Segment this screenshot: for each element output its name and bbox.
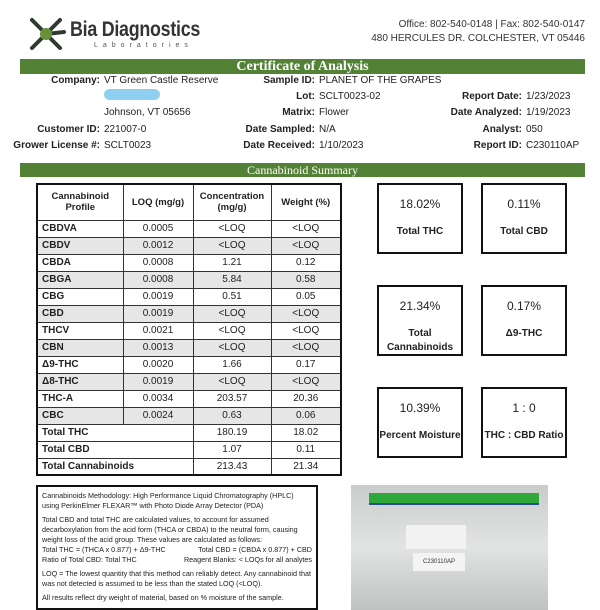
cell-value: 0.0012: [123, 237, 193, 254]
cell-value: 0.06: [271, 407, 341, 424]
cell-value: <LOQ: [271, 220, 341, 237]
cell-value: 0.0008: [123, 254, 193, 271]
grower-license-value: SCLT0023: [104, 140, 152, 151]
cell-value: 0.0008: [123, 271, 193, 288]
report-date-label: Report Date:: [461, 91, 522, 102]
company-label: Company:: [51, 75, 100, 86]
company-value: VT Green Castle Reserve: [104, 75, 219, 86]
cannabinoid-summary-title: Cannabinoid Summary: [20, 163, 585, 177]
total-weight: 21.34: [271, 458, 341, 475]
cell-value: <LOQ: [271, 322, 341, 339]
cell-value: 0.58: [271, 271, 341, 288]
cell-value: 0.0019: [123, 288, 193, 305]
summary-value: 0.11%: [507, 197, 541, 211]
methodology-notes: [36, 485, 318, 610]
table-row: [37, 288, 341, 305]
column-header: LOQ (mg/g): [123, 184, 193, 220]
cbd-formula: Total CBD = (CBDA x 0.877) + CBD: [198, 545, 312, 554]
lot-label: Lot:: [296, 91, 315, 102]
report-id-value: C230110AP: [526, 140, 580, 151]
cell-value: 0.05: [271, 288, 341, 305]
contact-phone: Office: 802-540-0148 | Fax: 802-540-0147: [398, 19, 585, 30]
bag-zipper: [369, 493, 539, 505]
date-received-value: 1/10/2023: [319, 140, 364, 151]
cell-value: 0.0019: [123, 373, 193, 390]
summary-label: Total CBD: [500, 226, 548, 237]
calculation-text: Total CBD and total THC are calculated values, to account for assumed decarboxylation from the acid form (THCA or CBDA) to the neutral form, causing weight loss of the acid group. These values are calculated as follows:: [42, 515, 298, 544]
analyst-value: 050: [526, 124, 543, 135]
cell-value: <LOQ: [193, 237, 271, 254]
summary-label: Δ9-THC: [505, 328, 543, 339]
sample-id-value: PLANET OF THE GRAPES: [319, 75, 442, 86]
cell-value: <LOQ: [271, 339, 341, 356]
cell-value: 0.0005: [123, 220, 193, 237]
table-row: [37, 322, 341, 339]
cannabinoid-name: Δ9-THC: [37, 356, 123, 373]
logo-subtitle: Laboratories: [94, 42, 193, 49]
redacted-address: [104, 89, 160, 100]
cell-value: 0.0019: [123, 305, 193, 322]
city-value: Johnson, VT 05656: [104, 107, 191, 118]
table-row: [37, 407, 341, 424]
summary-value: 10.39%: [399, 401, 441, 415]
matrix-value: Flower: [319, 107, 350, 118]
summary-box: [481, 285, 567, 356]
table-row: [37, 390, 341, 407]
column-header: Cannabinoid Profile: [37, 184, 123, 220]
cannabinoid-name: CBG: [37, 288, 123, 305]
certificate-title: Certificate of Analysis: [20, 59, 585, 74]
cell-value: 203.57: [193, 390, 271, 407]
cell-value: <LOQ: [193, 373, 271, 390]
cell-value: 0.0013: [123, 339, 193, 356]
total-row: [37, 441, 341, 458]
cannabinoid-name: CBDV: [37, 237, 123, 254]
summary-box: [377, 387, 463, 458]
cannabinoid-name: CBDA: [37, 254, 123, 271]
cell-value: <LOQ: [271, 305, 341, 322]
total-weight: 18.02: [271, 424, 341, 441]
cell-value: 1.66: [193, 356, 271, 373]
cell-value: 0.17: [271, 356, 341, 373]
reagent-note: Reagent Blanks: < LOQs for all analytes: [183, 555, 312, 564]
cannabinoid-name: CBC: [37, 407, 123, 424]
matrix-label: Matrix:: [282, 107, 315, 118]
cell-value: 0.12: [271, 254, 341, 271]
date-analyzed-label: Date Analyzed:: [450, 107, 522, 118]
table-row: [37, 271, 341, 288]
table-row: [37, 254, 341, 271]
ratio-note: Ratio of Total CBD: Total THC: [42, 555, 137, 564]
total-name: Total CBD: [37, 441, 193, 458]
cell-value: 0.0021: [123, 322, 193, 339]
contact-info: [371, 18, 585, 46]
total-row: [37, 424, 341, 441]
report-date-value: 1/23/2023: [526, 91, 571, 102]
summary-label: Total THC: [396, 226, 444, 237]
cannabinoid-name: Δ8-THC: [37, 373, 123, 390]
logo-name: Bia Diagnostics: [70, 18, 201, 41]
customer-id-value: 221007-0: [104, 124, 147, 135]
total-name: Total THC: [37, 424, 193, 441]
cell-value: <LOQ: [193, 220, 271, 237]
bag-sample-label: C230110AP: [413, 553, 465, 571]
cannabinoid-table: [36, 183, 342, 476]
cell-value: <LOQ: [193, 305, 271, 322]
total-concentration: 180.19: [193, 424, 271, 441]
summary-box: [481, 387, 567, 458]
cell-value: 0.0034: [123, 390, 193, 407]
cell-value: 0.51: [193, 288, 271, 305]
analyst-label: Analyst:: [482, 124, 522, 135]
customer-id-label: Customer ID:: [37, 124, 100, 135]
cell-value: 0.0020: [123, 356, 193, 373]
cell-value: <LOQ: [193, 339, 271, 356]
table-row: [37, 305, 341, 322]
column-header: Concentration (mg/g): [193, 184, 271, 220]
table-row: [37, 339, 341, 356]
sample-photo: [351, 485, 548, 610]
total-concentration: 1.07: [193, 441, 271, 458]
summary-box: [377, 285, 463, 356]
cannabinoid-name: CBGA: [37, 271, 123, 288]
table-row: [37, 373, 341, 390]
cell-value: 1.21: [193, 254, 271, 271]
table-row: [37, 237, 341, 254]
sample-id-label: Sample ID:: [263, 75, 315, 86]
thc-formula: Total THC = (THCA x 0.877) + Δ9-THC: [42, 545, 166, 554]
summary-label: THC : CBD Ratio: [484, 430, 564, 441]
summary-box: [481, 183, 567, 254]
total-name: Total Cannabinoids: [37, 458, 193, 475]
summary-value: 0.17%: [506, 299, 542, 313]
summary-box: [377, 183, 463, 254]
grower-license-label: Grower License #:: [13, 140, 100, 151]
cannabinoid-name: THCV: [37, 322, 123, 339]
summary-value: 1 : 0: [512, 401, 536, 415]
date-analyzed-value: 1/19/2023: [526, 107, 571, 118]
cell-value: <LOQ: [271, 237, 341, 254]
summary-label: Percent Moisture: [379, 430, 461, 441]
lot-value: SCLT0023-02: [319, 91, 381, 102]
loq-definition: LOQ = The lowest quantity that this method can reliably detect. Any cannabinoid that was not detected is assumed to be less than the stated LOQ (<LOQ).: [42, 569, 311, 588]
cell-value: 0.63: [193, 407, 271, 424]
date-sampled-label: Date Sampled:: [245, 124, 315, 135]
cell-value: <LOQ: [193, 322, 271, 339]
table-row: [37, 356, 341, 373]
total-concentration: 213.43: [193, 458, 271, 475]
date-sampled-value: N/A: [319, 124, 336, 135]
summary-value: 21.34%: [399, 299, 441, 313]
total-weight: 0.11: [271, 441, 341, 458]
methodology-text: Cannabinoids Methodology: High Performance Liquid Chromatography (HPLC) using PerkinElmer FLEXAR™ with Photo Diode Array Detector (PDA): [42, 491, 294, 510]
cannabinoid-name: CBN: [37, 339, 123, 356]
contact-address: 480 HERCULES DR. COLCHESTER, VT 05446: [371, 33, 585, 44]
cell-value: 0.0024: [123, 407, 193, 424]
cannabinoid-name: THC-A: [37, 390, 123, 407]
cell-value: 5.84: [193, 271, 271, 288]
report-id-label: Report ID:: [473, 140, 522, 151]
logo-icon: [26, 14, 66, 54]
cannabinoid-name: CBDVA: [37, 220, 123, 237]
column-header: Weight (%): [271, 184, 341, 220]
total-row: [37, 458, 341, 475]
dry-weight-note: All results reflect dry weight of material, based on % moisture of the sample.: [42, 593, 284, 602]
summary-value: 18.02%: [399, 197, 441, 211]
table-row: [37, 220, 341, 237]
bag-handwritten-label: [406, 525, 466, 549]
cell-value: <LOQ: [271, 373, 341, 390]
summary-label: Total Cannabinoids: [386, 328, 454, 353]
cell-value: 20.36: [271, 390, 341, 407]
date-received-label: Date Received:: [243, 140, 315, 151]
cannabinoid-name: CBD: [37, 305, 123, 322]
